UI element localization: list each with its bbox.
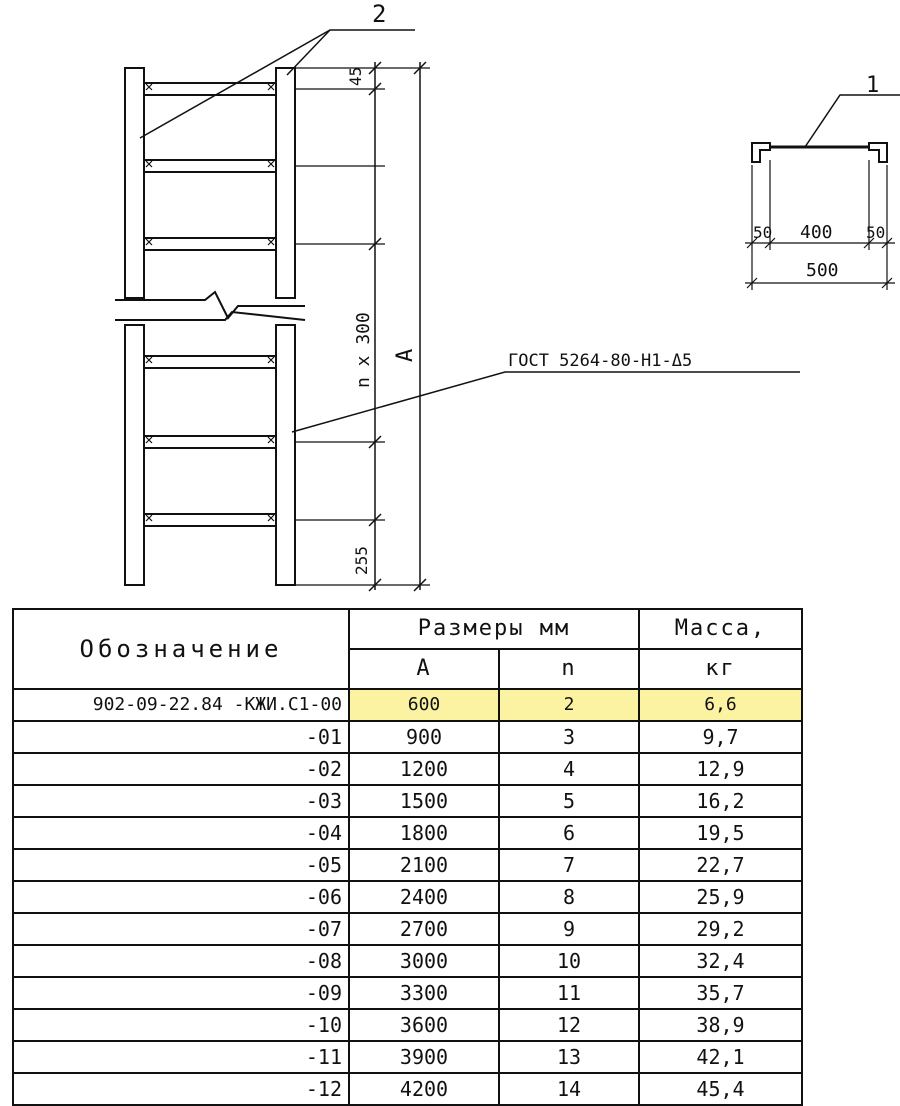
table-row [13, 689, 802, 721]
right-rail-upper [276, 68, 295, 298]
cell-mass: 45,4 [639, 1073, 802, 1105]
table-row [13, 721, 802, 753]
header-a: A [349, 649, 499, 689]
section-dim-left: 50 [753, 223, 773, 242]
cell-designation: -03 [13, 785, 349, 817]
cell-mass: 25,9 [639, 881, 802, 913]
cell-designation: -07 [13, 913, 349, 945]
header-designation: Обозначение [13, 609, 349, 689]
cell-mass: 9,7 [639, 721, 802, 753]
cell-mass: 29,2 [639, 913, 802, 945]
cell-a: 600 [349, 689, 499, 721]
cell-designation: -06 [13, 881, 349, 913]
section-dim-right: 50 [866, 223, 886, 242]
left-rail-lower [125, 325, 144, 585]
cell-n: 9 [499, 913, 639, 945]
cell-n: 14 [499, 1073, 639, 1105]
table-row [13, 1009, 802, 1041]
break-line-bottom [115, 312, 305, 320]
cell-mass: 12,9 [639, 753, 802, 785]
cell-mass: 16,2 [639, 785, 802, 817]
cell-n: 13 [499, 1041, 639, 1073]
callout-1-label: 1 [866, 73, 880, 98]
left-rail-upper [125, 68, 144, 298]
cell-n: 4 [499, 753, 639, 785]
cell-designation: -10 [13, 1009, 349, 1041]
rungs [144, 83, 276, 526]
cell-designation: -12 [13, 1073, 349, 1105]
header-sizes: Размеры мм [349, 609, 639, 649]
table-row [13, 753, 802, 785]
cell-a: 3000 [349, 945, 499, 977]
cell-designation: -08 [13, 945, 349, 977]
cell-mass: 22,7 [639, 849, 802, 881]
cell-a: 2100 [349, 849, 499, 881]
table-row [13, 913, 802, 945]
cell-mass: 19,5 [639, 817, 802, 849]
cell-designation: -11 [13, 1041, 349, 1073]
cell-n: 5 [499, 785, 639, 817]
cell-a: 2400 [349, 881, 499, 913]
table-header [13, 609, 802, 689]
cell-n: 8 [499, 881, 639, 913]
header-mass: Масса, [639, 609, 802, 649]
cell-a: 900 [349, 721, 499, 753]
cell-n: 7 [499, 849, 639, 881]
table-row [13, 1041, 802, 1073]
cell-a: 2700 [349, 913, 499, 945]
cell-a: 3900 [349, 1041, 499, 1073]
table-row [13, 1073, 802, 1105]
cell-a: 1200 [349, 753, 499, 785]
cell-a: 1800 [349, 817, 499, 849]
cell-n: 6 [499, 817, 639, 849]
cell-mass: 35,7 [639, 977, 802, 1009]
dim-pitch-label: n x 300 [353, 312, 374, 388]
cell-n: 3 [499, 721, 639, 753]
specification-table [12, 608, 803, 1106]
section-dim-mid: 400 [800, 222, 833, 243]
cell-n: 2 [499, 689, 639, 721]
cell-designation: 902-09-22.84 -КЖИ.С1-00 [13, 689, 349, 721]
cell-n: 12 [499, 1009, 639, 1041]
table-row [13, 945, 802, 977]
section-dim-total: 500 [806, 260, 839, 281]
dim-bottom-label: 255 [352, 546, 371, 575]
callout-2-label: 2 [372, 0, 387, 28]
cell-mass: 6,6 [639, 689, 802, 721]
cell-n: 11 [499, 977, 639, 1009]
cell-designation: -01 [13, 721, 349, 753]
table-row [13, 849, 802, 881]
right-rail-lower [276, 325, 295, 585]
dim-ticks [369, 62, 426, 591]
header-mass-unit: кг [639, 649, 802, 689]
table-row [13, 817, 802, 849]
cell-designation: -04 [13, 817, 349, 849]
cell-a: 1500 [349, 785, 499, 817]
cell-designation: -05 [13, 849, 349, 881]
weld-note: ГОСТ 5264-80-Н1-Δ5 [508, 351, 693, 371]
table-body [13, 689, 802, 1105]
cell-mass: 38,9 [639, 1009, 802, 1041]
table-row [13, 977, 802, 1009]
cell-mass: 42,1 [639, 1041, 802, 1073]
dim-top-label: 45 [346, 66, 365, 86]
cell-n: 10 [499, 945, 639, 977]
cell-designation: -09 [13, 977, 349, 1009]
dim-total-label: A [393, 348, 418, 362]
header-n: n [499, 649, 639, 689]
cell-designation: -02 [13, 753, 349, 785]
cell-a: 3300 [349, 977, 499, 1009]
cell-mass: 32,4 [639, 945, 802, 977]
cell-a: 3600 [349, 1009, 499, 1041]
cell-a: 4200 [349, 1073, 499, 1105]
table-row [13, 881, 802, 913]
weld-marks [146, 84, 274, 521]
table-row [13, 785, 802, 817]
